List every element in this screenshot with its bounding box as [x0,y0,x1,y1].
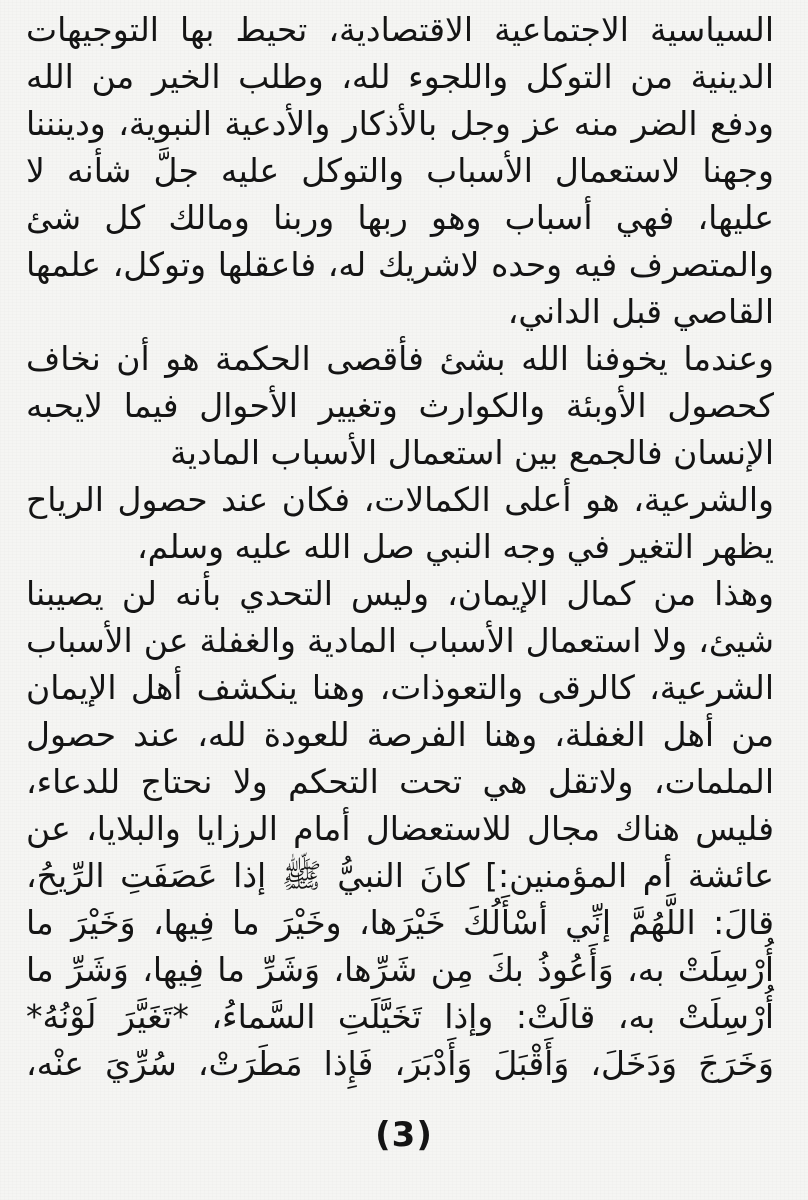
text-line-7: القاصي قبل الداني، [507,292,774,331]
text-line-10: الإنسان فالجمع بين استعمال الأسباب المادية [170,433,774,472]
text-line-2: الدينية من التوكل واللجوء لله، وطلب الخير من الله [26,57,774,96]
document-text-body [26,6,774,1087]
text-line-20: قالَ: اللَّهُمَّ إنِّي أسْأَلُكَ خَيْرَها، وخَيْرَ ما فِيها، وَخَيْرَ ما [26,903,774,942]
text-line-8: وعندما يخوفنا الله بشئ فأقصى الحكمة هو أن نخاف [26,339,774,378]
page-number: (3) [375,1115,433,1155]
text-line-3: ودفع الضر منه عز وجل بالأذكار والأدعية النبوية، ودينننا [26,104,774,143]
text-line-12: يظهر التغير في وجه النبي صل الله عليه وسلم، [136,527,774,566]
text-line-1: السياسية الاجتماعية الاقتصادية، تحيط بها التوجيهات [26,10,774,49]
text-line-4: وجهنا لاستعمال الأسباب والتوكل عليه جلَّ شأنه لا [26,151,774,190]
text-line-23: وَخَرَجَ وَدَخَلَ، وَأَقْبَلَ وَأَدْبَرَ، فَإِذا مَطَرَتْ، سُرِّيَ عنْه، [26,1044,774,1083]
text-line-15: الشرعية، كالرقى والتعوذات، وهنا ينكشف أهل الإيمان [26,668,774,707]
text-line-9: كحصول الأوبئة والكوارث وتغيير الأحوال فيما لايحبه [26,386,774,425]
text-line-6: والمتصرف فيه وحده لاشريك له، فاعقلها وتوكل، علمها [26,245,774,284]
text-line-21: أُرْسِلَتْ به، وَأَعُوذُ بكَ مِن شَرِّها، وَشَرِّ ما فِيها، وَشَرِّ ما [26,950,774,989]
text-line-5: عليها، فهي أسباب وهو ربها وربنا ومالك كل شئ [26,198,774,237]
text-line-13: وهذا من كمال الإيمان، وليس التحدي بأنه لن يصيبنا [26,574,774,613]
text-line-16: من أهل الغفلة، وهنا الفرصة للعودة لله، عند حصول [26,715,774,754]
text-line-17: الملمات، ولاتقل هي تحت التحكم ولا نحتاج للدعاء، [26,762,774,801]
text-line-19: عائشة أم المؤمنين:] كانَ النبيُّ ﷺ إذا عَصَفَتِ الرِّيحُ، [26,856,774,895]
text-line-22: أُرْسِلَتْ به، قالَتْ: وإذا تَخَيَّلَتِ السَّماءُ، *تَغَيَّرَ لَوْنُهُ* [26,997,774,1036]
text-line-18: فليس هناك مجال للاستعضال أمام الرزايا والبلايا، عن [26,809,774,848]
text-line-11: والشرعية، هو أعلى الكمالات، فكان عند حصول الرياح [26,480,774,519]
text-line-14: شيئ، ولا استعمال الأسباب المادية والغفلة عن الأسباب [26,621,774,660]
